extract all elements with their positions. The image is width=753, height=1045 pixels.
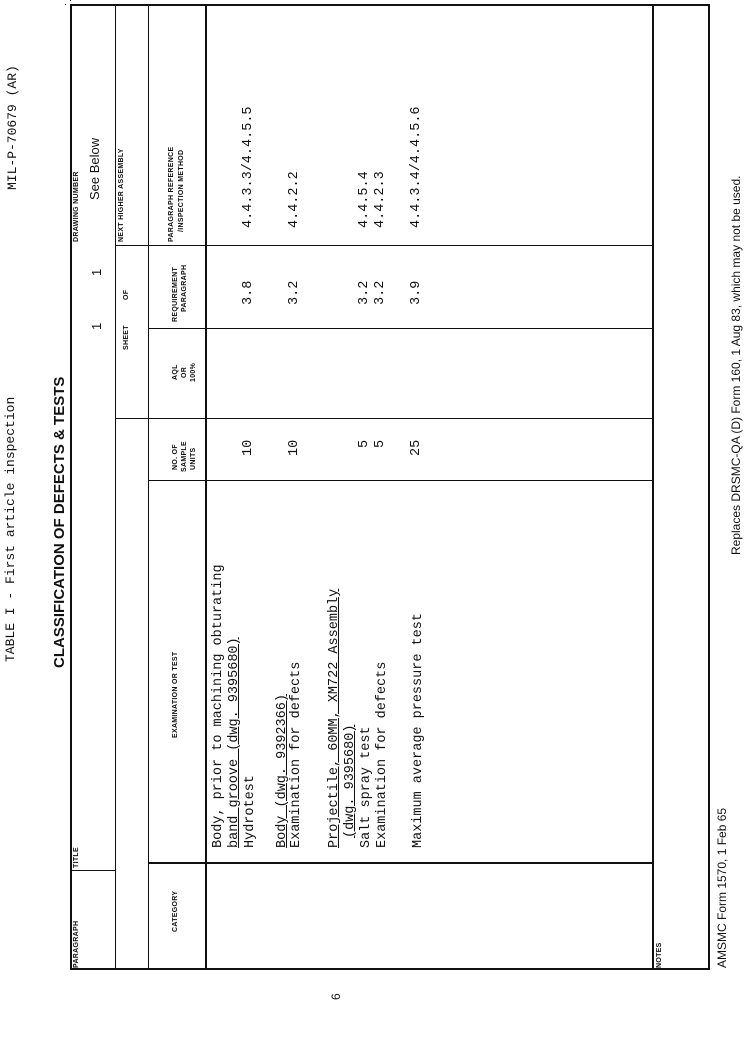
col-sample-2-text: SAMPLE <box>181 441 188 472</box>
notes-label <box>656 942 663 968</box>
spec-number-text: MIL-P-70679 (AR) <box>5 65 20 190</box>
r3-line1-text: Projectile, 60MM, XM722 Assembly <box>327 588 342 848</box>
r2-ref-text: 4.4.2.2 <box>287 171 302 228</box>
r2-ref <box>288 171 302 228</box>
line-drawing-number <box>70 0 71 1</box>
r1-ref-text: 4.4.3.3/4.4.5.5 <box>241 106 256 228</box>
r4-ref-text: 4.4.3.4/4.4.5.6 <box>409 106 424 228</box>
line-exam-split <box>148 480 654 481</box>
col-aql-1-text: AQL <box>172 364 179 380</box>
paragraph-label-text: PARAGRAPH <box>73 920 80 968</box>
table-label-text: TABLE I - First article inspection <box>3 396 18 662</box>
r2-req <box>288 281 302 305</box>
r3-units-b <box>374 440 388 448</box>
r3-units-a <box>358 440 372 448</box>
r3-req-a <box>358 281 372 305</box>
r3-ref-b <box>374 171 388 228</box>
footer-replaces-text: Replaces DRSMC-QA (D) Form 160, 1 Aug 83, which may not be used. <box>729 175 743 555</box>
r1-units-text: 10 <box>241 439 256 456</box>
of-label <box>123 290 130 300</box>
r4-units <box>410 440 424 456</box>
line-sample-split <box>115 418 654 419</box>
col-category <box>172 891 179 932</box>
r3-line4-text: Examination for defects <box>375 661 390 848</box>
col-aql-3 <box>190 363 197 382</box>
r3-units-a-text: 5 <box>357 439 372 448</box>
col-ref-2-text: /INSPECTION METHOD <box>178 149 185 232</box>
col-sample-1-text: NO. OF <box>172 444 179 470</box>
r1-line1-text: Body, prior to machining obturating <box>211 564 226 848</box>
sheet-label <box>123 325 130 350</box>
of-value-text: 1 <box>89 268 104 276</box>
r1-line3-text: Hydrotest <box>243 775 258 848</box>
col-aql-1 <box>172 364 179 380</box>
col-sample-1 <box>172 444 179 470</box>
form-title <box>52 377 67 668</box>
col-req-1-text: REQUIREMENT <box>172 266 179 322</box>
title-label-text: TITLE <box>73 847 80 868</box>
r3-line2 <box>344 725 358 838</box>
next-higher-assembly-label-text: NEXT HIGHER ASSEMBLY <box>118 148 125 242</box>
sheet-value-text: 1 <box>89 322 104 330</box>
footer-form-text: AMSMC Form 1570, 1 Feb 65 <box>715 807 729 968</box>
r4-units-text: 25 <box>409 439 424 456</box>
col-category-text: CATEGORY <box>172 890 179 932</box>
drawing-number-label <box>73 171 80 242</box>
line-paragraph-split <box>70 870 115 871</box>
col-ref-1 <box>168 147 175 242</box>
notes-label-text: NOTES <box>656 942 663 968</box>
col-req-1 <box>172 267 179 322</box>
r1-units <box>242 440 256 456</box>
r4-line1 <box>412 613 426 848</box>
line-notes <box>652 4 654 970</box>
page-number-text: 6 <box>329 993 343 1000</box>
r3-ref-a <box>358 171 372 228</box>
table-label <box>4 397 17 662</box>
line-drawing-split <box>65 4 66 5</box>
drawing-number-value <box>88 138 101 200</box>
r1-line2-text: band groove (dwg. 9395680) <box>227 637 242 848</box>
of-value <box>90 269 103 276</box>
line-category-split <box>148 862 654 864</box>
line-aql-split <box>148 328 654 329</box>
r2-units <box>288 440 302 456</box>
col-sample-2 <box>181 441 188 472</box>
r1-req <box>242 281 256 305</box>
col-exam-text: EXAMINATION OR TEST <box>172 651 179 738</box>
r3-ref-b-text: 4.4.2.3 <box>373 171 388 228</box>
sheet-value <box>90 323 103 330</box>
col-aql-2 <box>181 367 188 378</box>
line-col-headers-bottom <box>205 4 207 970</box>
r4-req <box>410 281 424 305</box>
r2-line1-text: Body (dwg. 9392366) <box>275 694 290 848</box>
title-label <box>73 847 80 868</box>
line-req-split <box>115 245 654 246</box>
drawing-number-value-text: See Below <box>87 137 102 200</box>
footer-form <box>716 808 728 968</box>
footer-replaces <box>730 176 742 556</box>
spec-number <box>6 65 19 190</box>
r3-line2-text: (dwg. 9395680) <box>343 724 358 838</box>
next-higher-assembly-label <box>118 148 125 242</box>
sheet-label-text: SHEET <box>123 325 130 350</box>
col-req-2-text: PARAGRAPH <box>181 264 188 312</box>
line-col-headers-top <box>148 4 149 970</box>
drawing-number-label-text: DRAWING NUMBER <box>73 171 80 242</box>
r2-line2-text: Examination for defects <box>289 661 304 848</box>
col-aql-2-text: OR <box>181 366 188 378</box>
page-number <box>330 993 342 1000</box>
col-aql-3-text: 100% <box>190 362 197 382</box>
col-ref-1-text: PARAGRAPH REFERENCE <box>168 146 175 242</box>
form-title-text: CLASSIFICATION OF DEFECTS & TESTS <box>51 376 68 668</box>
col-ref-2 <box>178 150 185 232</box>
r1-ref <box>242 106 256 228</box>
r4-ref <box>410 106 424 228</box>
r1-line2 <box>228 637 242 848</box>
r2-req-text: 3.2 <box>287 280 302 305</box>
r3-line3 <box>360 726 374 848</box>
r3-req-b <box>374 281 388 305</box>
r4-line1-text: Maximum average pressure test <box>411 613 426 848</box>
col-sample-3-text: UNITS <box>190 447 197 470</box>
r3-line1 <box>328 589 342 848</box>
r3-line4 <box>376 662 390 848</box>
r1-line1 <box>212 564 226 848</box>
form-box <box>70 4 710 970</box>
r4-req-text: 3.9 <box>409 280 424 305</box>
r3-line3-text: Salt spray test <box>359 726 374 848</box>
col-exam <box>172 652 179 738</box>
of-label-text: OF <box>123 289 130 300</box>
line-dn-nha <box>115 4 116 245</box>
r3-req-b-text: 3.2 <box>373 280 388 305</box>
col-sample-3 <box>190 448 197 471</box>
r1-line3 <box>244 775 258 848</box>
col-req-2 <box>181 265 188 312</box>
r2-line1 <box>276 694 290 848</box>
r3-units-b-text: 5 <box>373 439 388 448</box>
paragraph-label <box>73 921 80 968</box>
r1-req-text: 3.8 <box>241 280 256 305</box>
r2-line2 <box>290 662 304 848</box>
r3-req-a-text: 3.2 <box>357 280 372 305</box>
r3-ref-a-text: 4.4.5.4 <box>357 171 372 228</box>
r2-units-text: 10 <box>287 439 302 456</box>
